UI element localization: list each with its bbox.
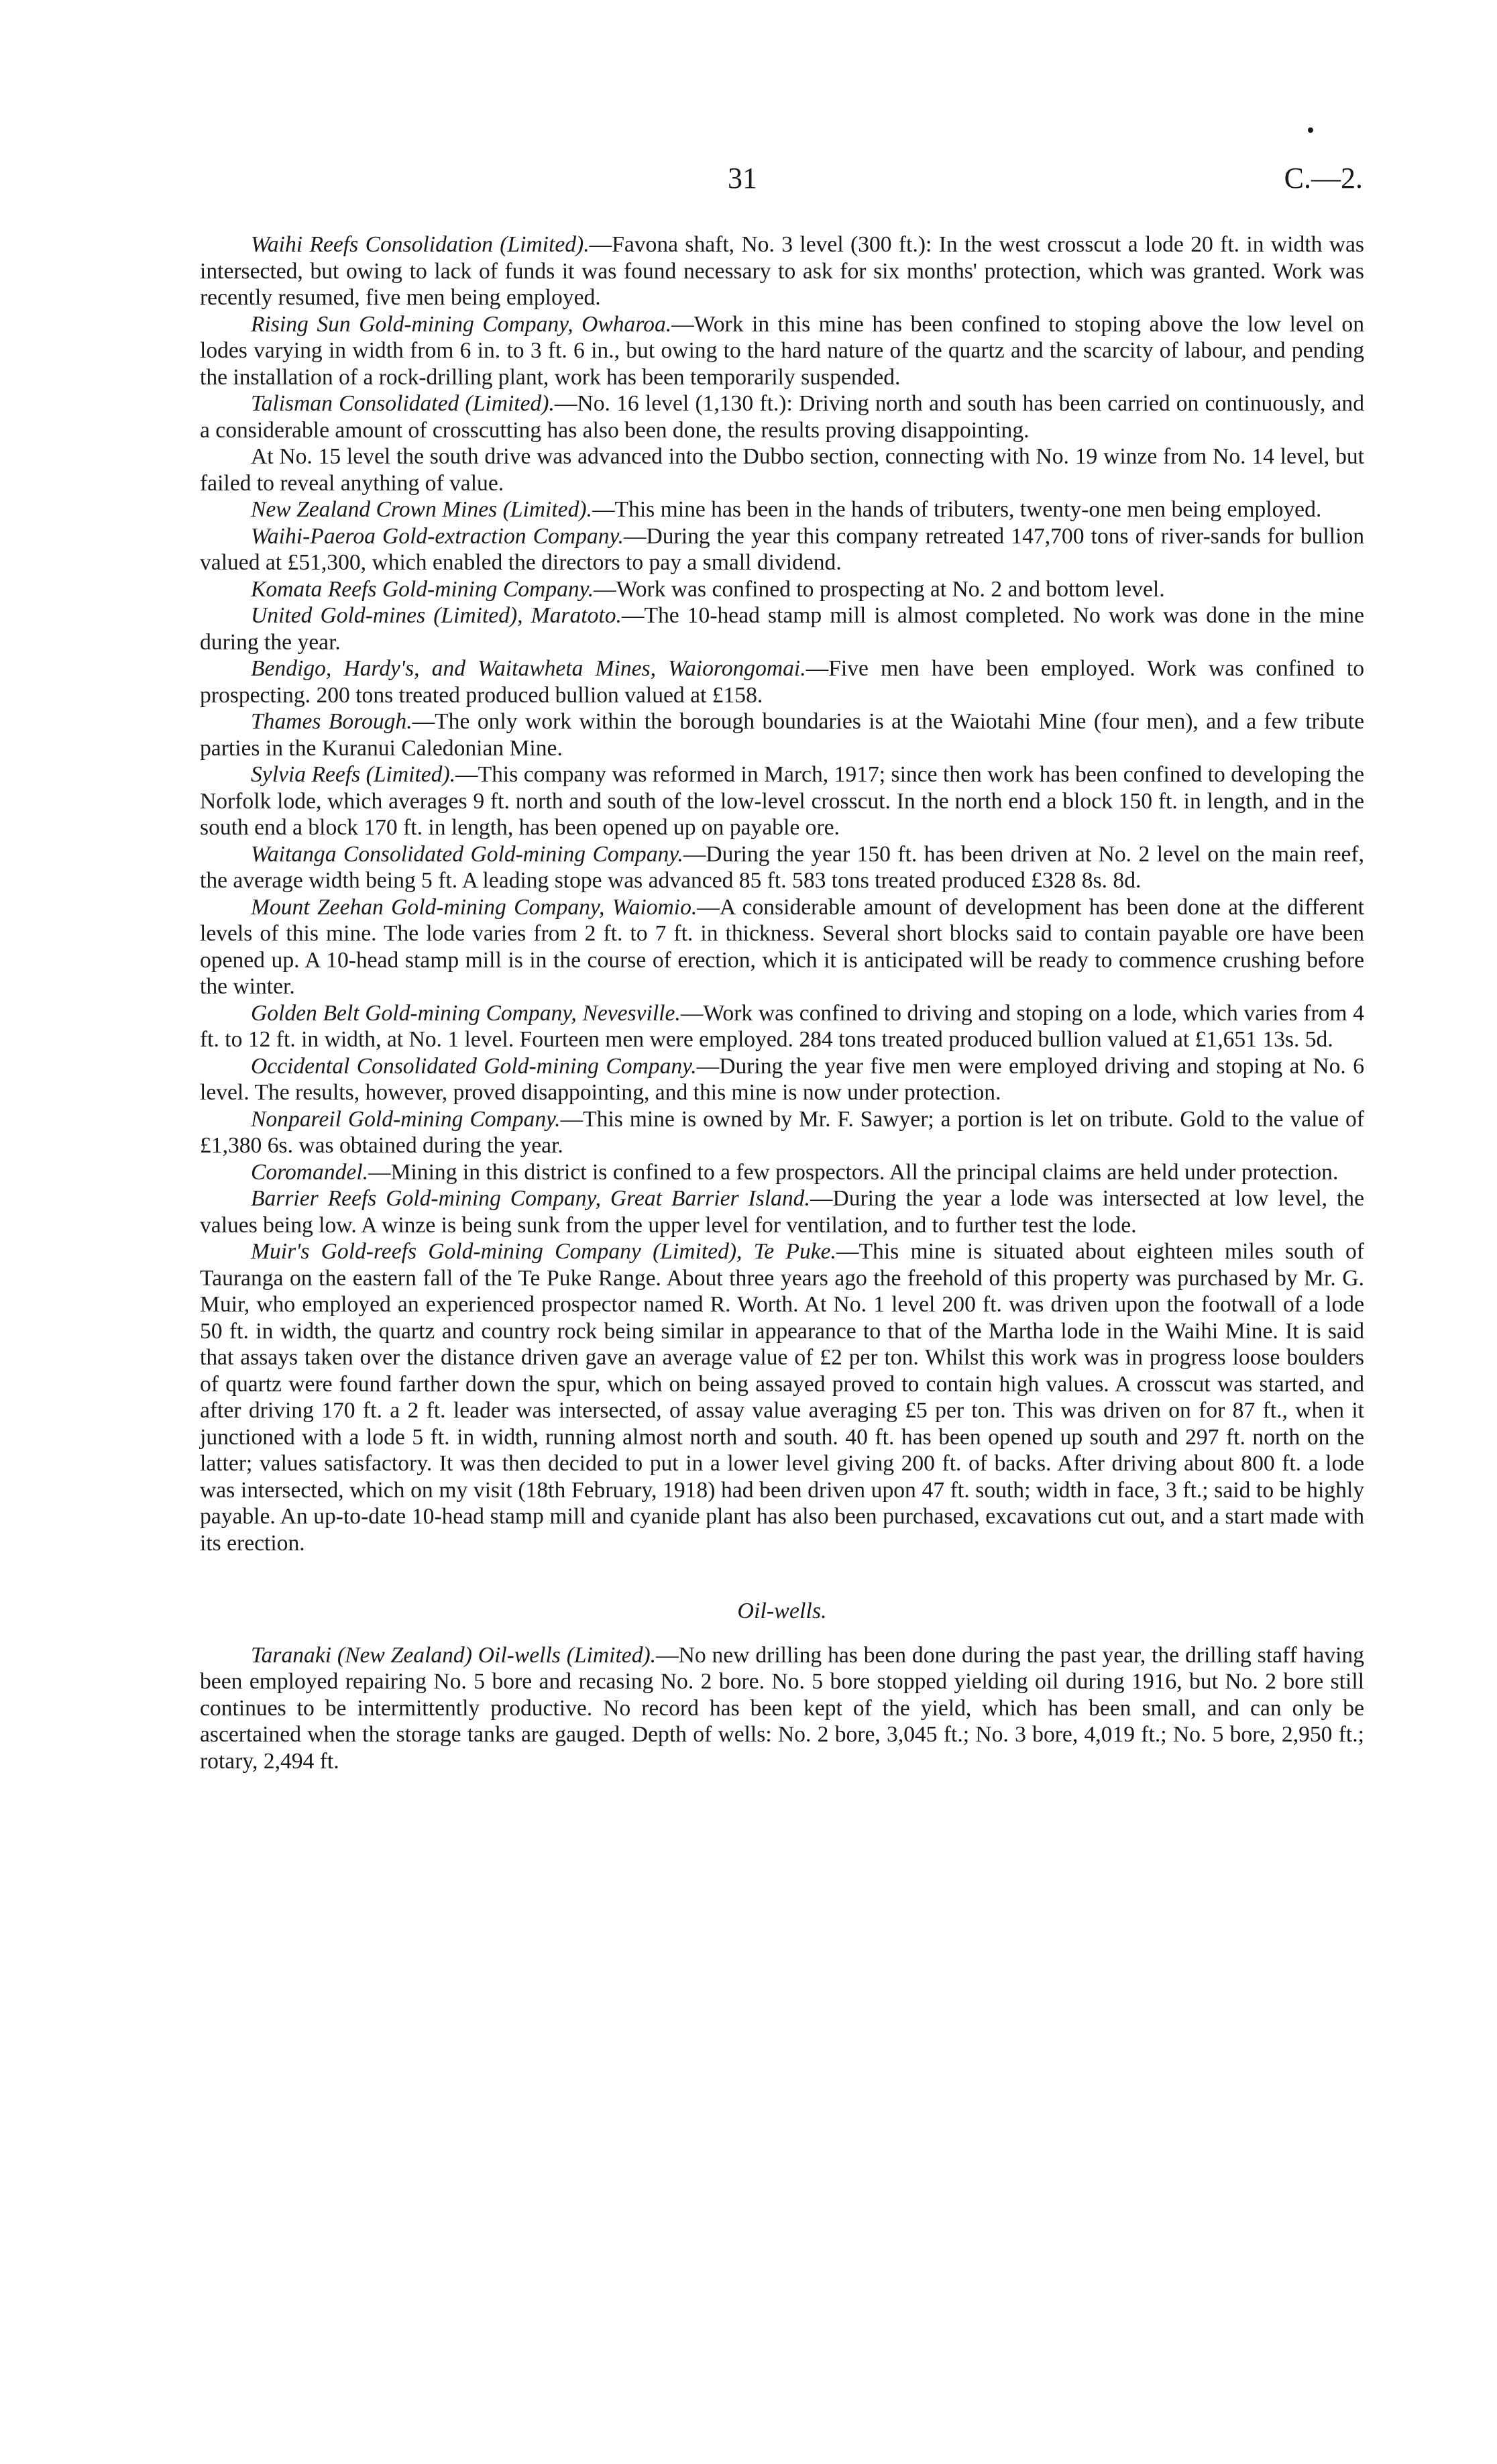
paragraph-title: Occidental Consolidated Gold-mining Company. [251,1053,697,1079]
report-paragraph [200,1053,1364,1106]
report-paragraph [200,1185,1364,1238]
paragraph-title: Bendigo, Hardy's, and Waitawheta Mines, Waiorongomai. [251,656,806,681]
oil-wells-reports [200,1642,1364,1775]
paragraph-text: —Five men have been employed. Work was confined to prospecting. 200 tons treated produced bullion valued at £158. [200,656,1364,708]
paragraph-text: —During the year a lode was intersected at low level, the values being low. A winze is being sunk from the upper level for ventilation, and to further test the lode. [200,1186,1364,1238]
paragraph-title: Sylvia Reefs (Limited). [251,762,456,787]
report-paragraph [200,655,1364,708]
report-paragraph [200,761,1364,841]
paragraph-title: Thames Borough. [251,709,412,734]
paragraph-text: At No. 15 level the south drive was advanced into the Dubbo section, connecting with No. 19 winze from No. 14 level, but failed to reveal anything of value. [200,444,1364,496]
paragraph-text: —Mining in this district is confined to a few prospectors. All the principal claims are held under protection. [368,1159,1339,1185]
report-paragraph [200,1642,1364,1775]
report-paragraph [200,602,1364,655]
paragraph-title: Barrier Reefs Gold-mining Company, Great Barrier Island. [251,1186,810,1211]
paragraph-title: Waihi-Paeroa Gold-extraction Company. [251,523,624,549]
report-paragraph [200,1000,1364,1053]
paragraph-title: Waitanga Consolidated Gold-mining Company. [251,841,683,867]
document-code: C.—2. [1284,162,1363,195]
paragraph-title: Waihi Reefs Consolidation (Limited). [251,232,590,257]
paragraph-title: United Gold-mines (Limited), Maratoto. [251,603,622,628]
paragraph-title: Rising Sun Gold-mining Company, Owharoa. [251,311,672,337]
report-paragraph [200,443,1364,496]
paragraph-text: —The 10-head stamp mill is almost completed. No work was done in the mine during the year. [200,603,1365,655]
mining-reports [200,231,1364,1556]
paragraph-title: Mount Zeehan Gold-mining Company, Waiomio. [251,894,698,920]
paragraph-text: —Work was confined to prospecting at No. 2 and bottom level. [594,576,1165,602]
paragraph-text: —During the year five men were employed driving and stoping at No. 6 level. The results, however, proved disappointing, and this mine is now under protection. [200,1053,1365,1105]
report-paragraph [200,708,1364,761]
paragraph-title: Nonpareil Gold-mining Company. [251,1106,561,1132]
page-number: 31 [728,162,757,195]
report-paragraph [200,231,1364,311]
report-paragraph [200,1159,1364,1186]
paragraph-text: —During the year this company retreated 147,700 tons of river-sands for bullion valued at £51,300, which enabled the directors to pay a small dividend. [200,523,1365,575]
paragraph-text: —This mine is situated about eighteen miles south of Tauranga on the eastern fall of the Te Puke Range. About three years ago the freehold of this property was purchased by Mr. G. Muir, who employed an experienced prospector named R. Worth. At No. 1 level 200 ft. was driven upon the footwall of a lode 50 ft. in width, the quartz and country rock being similar in appearance to that of the Martha lode in the Waihi Mine. It is said that assays taken over the distance driven gave an average value of £2 per ton. Whilst this work was in progress loose boulders of quartz were found farther down the spur, which on being assayed proved to contain high values. A crosscut was started, and after driving 170 ft. a 2 ft. leader was intersected, of assay value averaging £5 per ton. This was driven on for 87 ft., when it junctioned with a lode 5 ft. in width, running almost north and south. 40 ft. has been opened up south and 297 ft. north on the latter; values satisfactory. It was then decided to put in a lower level giving 200 ft. of backs. After driving about 800 ft. a lode was intersected, which on my visit (18th February, 1918) had been driven upon 47 ft. south; width in face, 3 ft.; said to be highly payable. An up-to-date 10-head stamp mill and cyanide plant has also been purchased, excavations cut out, and a start made with its erection. [200,1239,1364,1556]
report-paragraph [200,841,1364,894]
page-mark [1308,127,1313,133]
paragraph-text: —No. 16 level (1,130 ft.): Driving north and south has been carried on continuously, and a considerable amount of crosscutting has also been done, the results proving disappointing. [200,391,1364,443]
paragraph-text: —During the year 150 ft. has been driven at No. 2 level on the main reef, the average width being 5 ft. A leading stope was advanced 85 ft. 583 tons treated produced £328 8s. 8d. [200,841,1364,893]
report-paragraph [200,1238,1364,1556]
report-paragraph [200,894,1364,1000]
page-header [0,161,1497,201]
paragraph-text: —No new drilling has been done during the past year, the drilling staff having been employed repairing No. 5 bore and recasing No. 2 bore. No. 5 bore stopped yielding oil during 1916, but No. 2 bore still continues to be intermittently productive. No record has been kept of the yield, which has been small, and can only be ascertained when the storage tanks are gauged. Depth of wells: No. 2 bore, 3,045 ft.; No. 3 bore, 4,019 ft.; No. 5 bore, 2,950 ft.; rotary, 2,494 ft. [200,1642,1364,1774]
paragraph-title: Taranaki (New Zealand) Oil-wells (Limited). [251,1642,657,1668]
paragraph-title: New Zealand Crown Mines (Limited). [251,497,592,522]
report-paragraph [200,576,1364,603]
report-paragraph [200,311,1364,391]
paragraph-text: —Favona shaft, No. 3 level (300 ft.): In the west crosscut a lode 20 ft. in width was intersected, but owing to lack of funds it was found necessary to ask for six months' protection, which was granted. Work was recently resumed, five men being employed. [200,232,1364,310]
paragraph-title: Komata Reefs Gold-mining Company. [251,576,594,602]
paragraph-text: —Work in this mine has been confined to stoping above the low level on lodes varying in width from 6 in. to 3 ft. 6 in., but owing to the hard nature of the quartz and the scarcity of labour, and pending the installation of a rock-drilling plant, work has been temporarily suspended. [200,311,1364,390]
document-body [200,231,1364,1774]
paragraph-text: —This mine is owned by Mr. F. Sawyer; a portion is let on tribute. Gold to the value of £1,380 6s. was obtained during the year. [200,1106,1364,1158]
paragraph-text: —A considerable amount of development has been done at the different levels of this mine. The lode varies from 2 ft. to 7 ft. in thickness. Several short blocks said to contain payable ore have been opened up. A 10-head stamp mill is in the course of erection, which it is anticipated will be ready to commence crushing before the winter. [200,894,1364,999]
report-paragraph [200,496,1364,523]
paragraph-text: —This mine has been in the hands of tributers, twenty-one men being employed. [592,497,1322,522]
report-paragraph [200,1106,1364,1159]
report-paragraph [200,523,1364,576]
paragraph-title: Golden Belt Gold-mining Company, Nevesville. [251,1000,681,1026]
paragraph-title: Coromandel. [251,1159,369,1185]
paragraph-text: —The only work within the borough boundaries is at the Waiotahi Mine (four men), and a few tribute parties in the Kuranui Caledonian Mine. [200,709,1364,761]
paragraph-title: Muir's Gold-reefs Gold-mining Company (Limited), Te Puke. [251,1239,836,1264]
paragraph-title: Talisman Consolidated (Limited). [251,391,555,416]
section-heading-oil-wells: Oil-wells. [737,1599,827,1623]
paragraph-text: —Work was confined to driving and stoping on a lode, which varies from 4 ft. to 12 ft. in width, at No. 1 level. Fourteen men were employed. 284 tons treated produced bullion valued at £1,651 13s. 5d. [200,1000,1364,1052]
report-paragraph [200,390,1364,443]
paragraph-text: —This company was reformed in March, 1917; since then work has been confined to developing the Norfolk lode, which averages 9 ft. north and south of the low-level crosscut. In the north end a block 150 ft. in length, and in the south end a block 170 ft. in length, has been opened up on payable ore. [200,762,1364,840]
